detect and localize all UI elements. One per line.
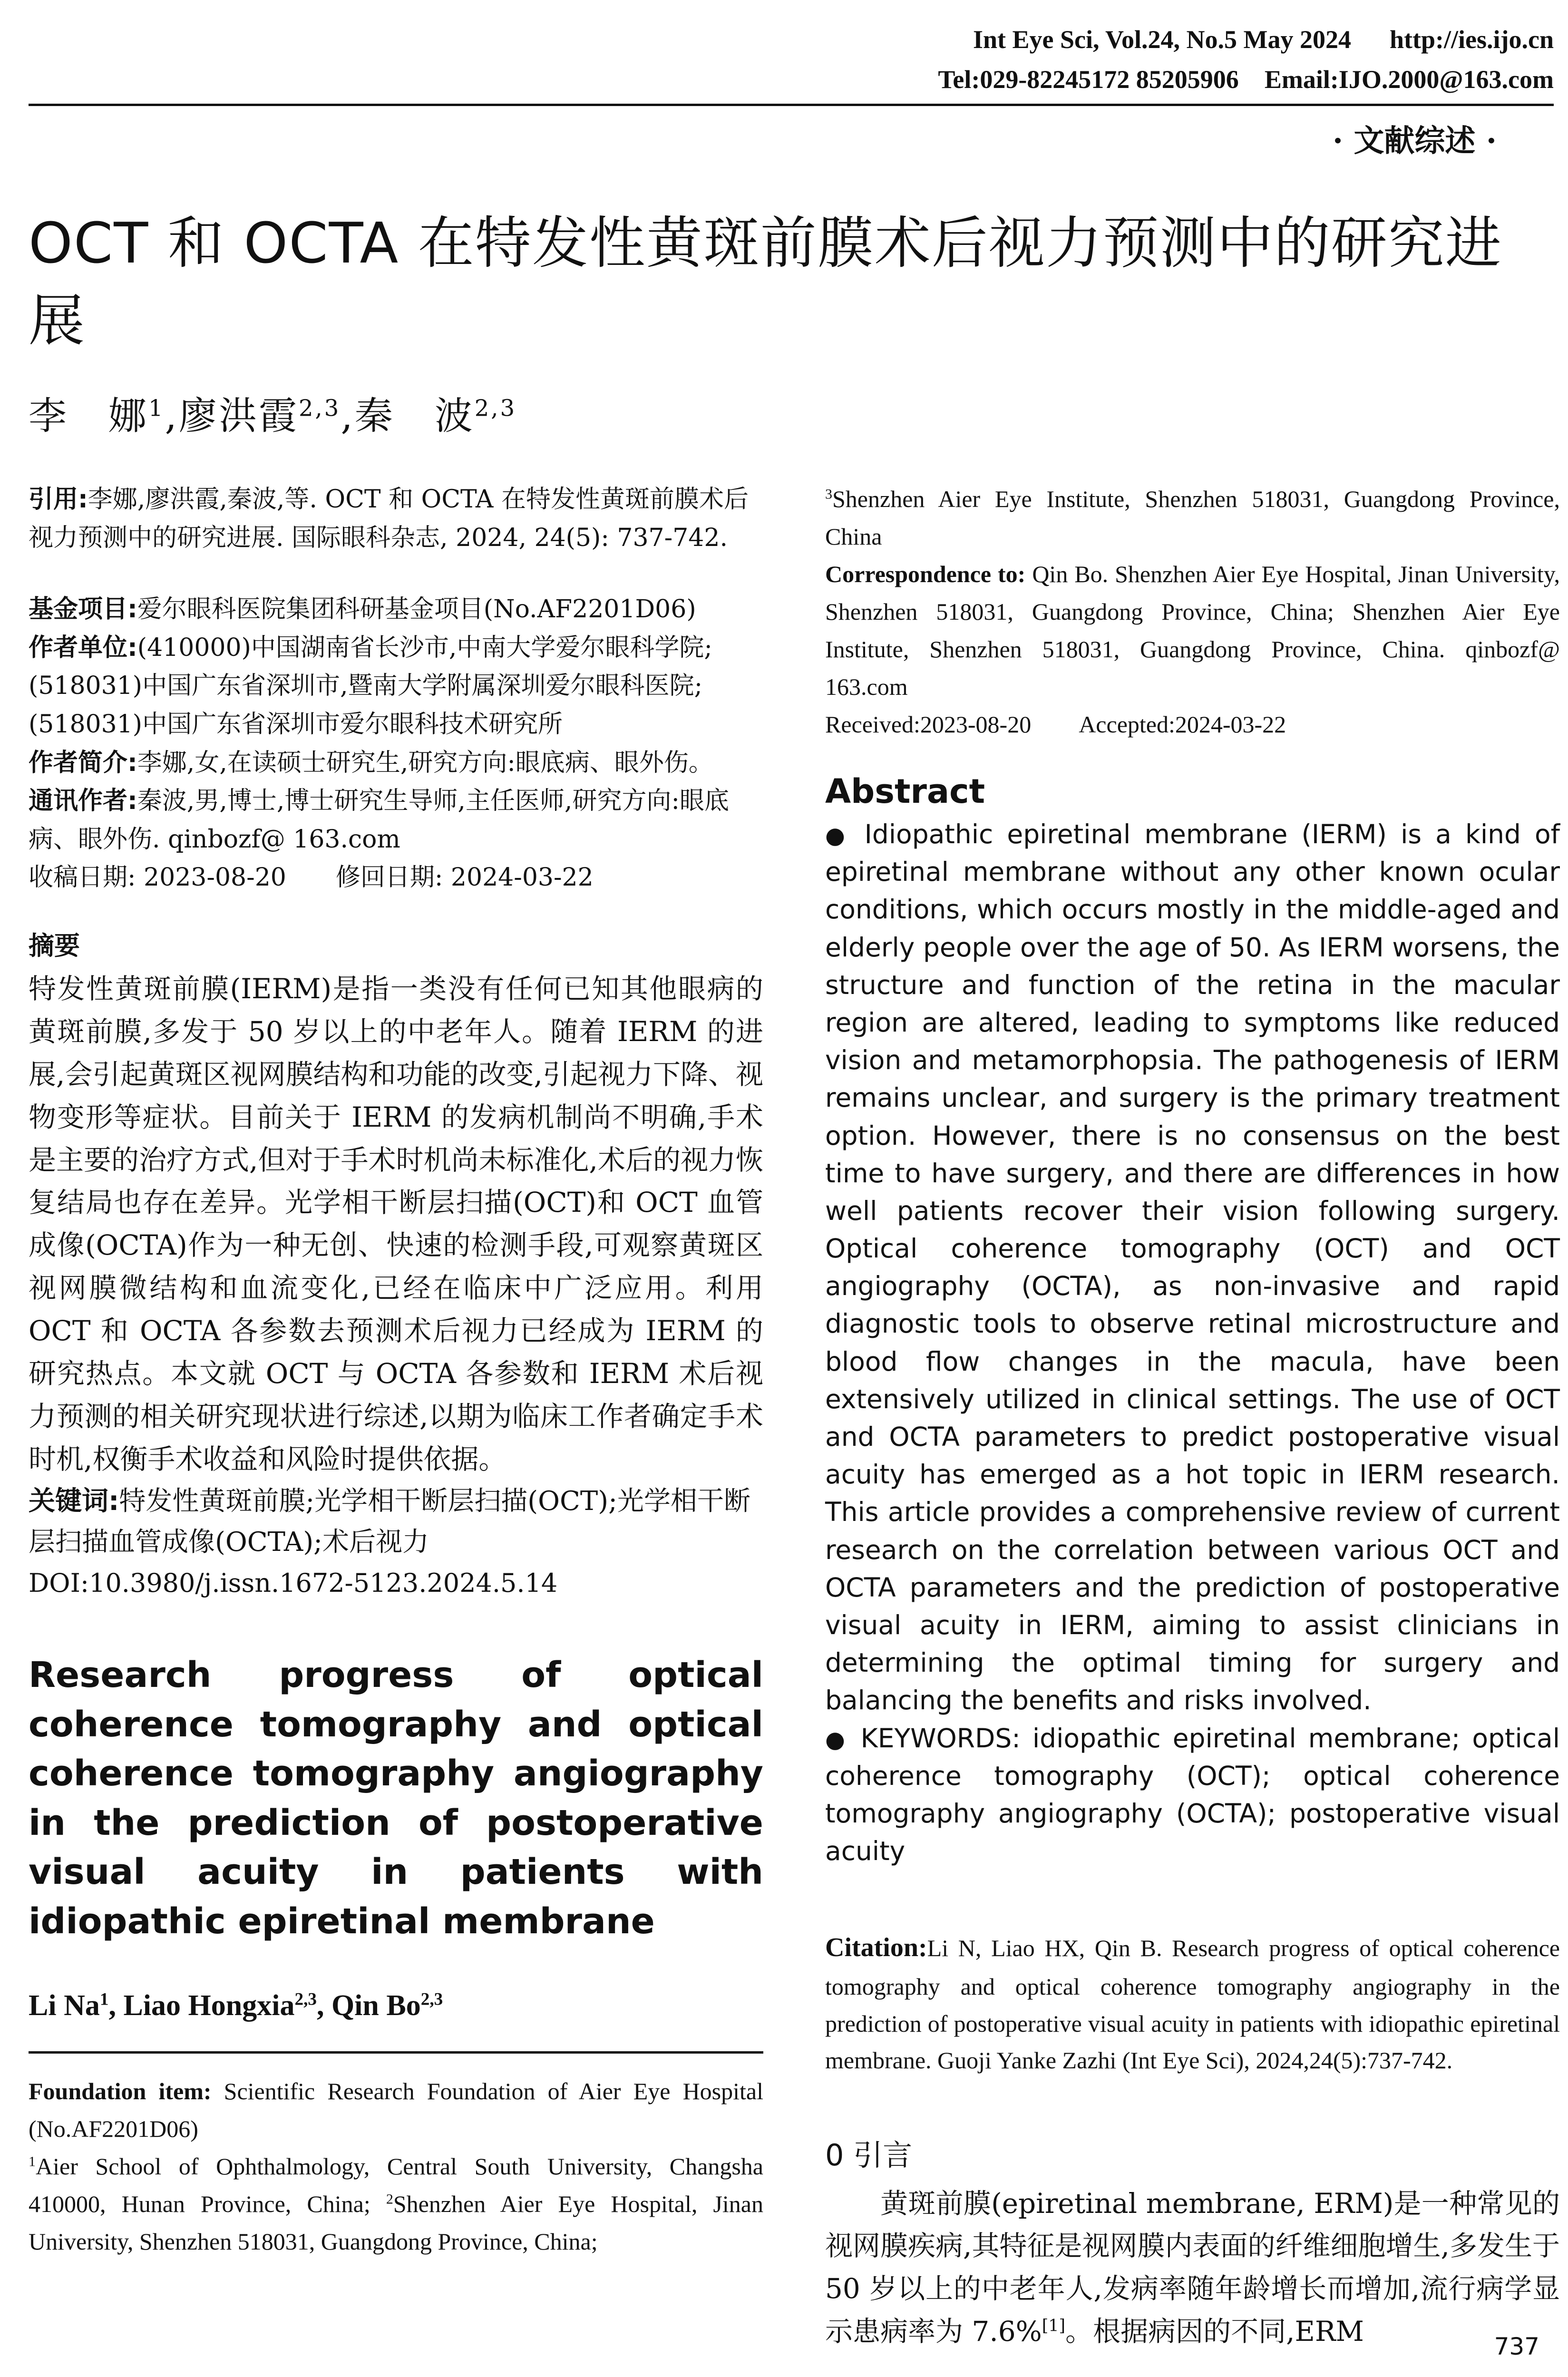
citation-cn-label: 引用: (29, 485, 88, 514)
abstract-en-text: Idiopathic epiretinal membrane (IERM) is a kind of epiretinal membrane without any other known ocular conditions, which occurs mostly in the middle-aged and elderly people over the age of 50. As IERM worsens, the structure and function of the retina in the macular region are altered, leading to symptoms like reduced vision and metamorphopsia. The pathogenesis of IERM remains unclear, and surgery is the primary treatment option. However, there is no consensus on the best time to have surgery, and there are differences in how well patients recover their vision following surgery. Optical coherence tomography (OCT) and OCT angiography (OCTA), as non-invasive and rapid diagnostic tools to observe retinal microstructure and blood flow changes in the macula, have been extensively utilized in clinical settings. The use of OCT and OCTA parameters to predict postoperative visual acuity has emerged as a hot topic in IERM research. This article provides a comprehensive review of current research on the correlation between various OCT and OCTA parameters and the prediction of postoperative visual acuity in IERM, aiming to assist clinicians in determining the optimal timing for surgery and balancing the benefits and risks involved. (825, 819, 1560, 1716)
author-3: 秦 波 (354, 394, 475, 438)
fund-cn-text: 爱尔眼科医院集团科研基金项目(No.AF2201D06) (137, 595, 696, 624)
citation-en-label: Citation: (825, 1933, 927, 1963)
citation-cn-text: 李娜,廖洪霞,秦波,等. OCT 和 OCTA 在特发性黄斑前膜术后视力预测中的研究进展. 国际眼科杂志, 2024, 24(5): 737-742. (29, 485, 749, 552)
keywords-cn (29, 1481, 763, 1564)
journal-tel: Tel:029-82245172 85205906 (938, 65, 1239, 94)
authors-rule (29, 2051, 763, 2054)
unit-cn (29, 629, 763, 744)
abstract-en (825, 816, 1560, 1720)
journal-email[interactable]: Email:IJO.2000@163.com (1264, 65, 1554, 94)
header-rule (29, 104, 1554, 106)
keywords-cn-label: 关键词: (29, 1485, 119, 1517)
running-header (29, 19, 1554, 109)
english-title: Research progress of optical coherence tomography and optical coherence tomography angiography in the prediction of postoperative visual acuity in patients with idiopathic epiretinal membrane (29, 1654, 763, 1942)
fund-cn (29, 590, 763, 629)
doi[interactable]: DOI:10.3980/j.issn.1672-5123.2024.5.14 (29, 1568, 558, 1598)
affiliation-en-2: Shenzhen Aier Eye Hospital, Jinan University, Shenzhen 518031, Guangdong Province, China; (29, 2191, 763, 2255)
citation-en (825, 1927, 1560, 2079)
keywords-en (825, 1720, 1560, 1870)
unit-cn-label: 作者单位: (29, 633, 137, 662)
corr-cn-label: 通讯作者: (29, 787, 137, 816)
intro-text-1: 黄斑前膜(epiretinal membrane, ERM)是一种常见的视网膜疾病,其特征是视网膜内表面的纤维细胞增生,多发生于 50 岁以上的中老年人,发病率随年龄增长而增加,流行病学显示患病率为 7.6% (825, 2187, 1560, 2348)
unit-cn-text: (410000)中国湖南省长沙市,中南大学爱尔眼科学院; (518031)中国广东省深圳市,暨南大学附属深圳爱尔眼科医院; (518031)中国广东省深圳市爱尔眼科技术研究所 (29, 633, 712, 739)
affiliation-en-3-para: $^3$Shenzhen Aier Eye Institute, Shenzhen 518031, Guangdong Province, China (825, 486, 1560, 550)
header-journal-line (973, 25, 1554, 54)
correspondence-en-label: Correspondence to: (825, 561, 1026, 587)
author-en-1: Li Na (29, 1989, 100, 2022)
left-column (29, 480, 763, 2260)
correspondence-en-text: Qin Bo. Shenzhen Aier Eye Hospital, Jinan University, Shenzhen 518031, Guangdong Province, China; Shenzhen Aier Eye Institute, Shenzhen 518031, Guangdong Province, China. qinbozf@ 163.com (825, 561, 1560, 700)
authors-en: Li Na$^1$, Liao Hongxia$^{2,3}$, Qin Bo$^{2,3}$ (29, 1989, 443, 2022)
foundation-en (29, 2073, 763, 2148)
author-en-1-sup: 1 (99, 1989, 109, 2009)
author-1-sup: 1 (148, 395, 165, 422)
bullet-icon: ● (825, 1726, 849, 1753)
author-3-sup: 2,3 (474, 395, 517, 422)
right-column (825, 480, 1560, 2353)
author-2: 廖洪霞 (178, 394, 299, 438)
keywords-en-text: KEYWORDS: idiopathic epiretinal membrane; optical coherence tomography (OCT); optical coherence tomography angiography (OCTA); postoperative visual acuity (825, 1723, 1560, 1867)
author-en-2-sup: 2,3 (294, 1989, 317, 2009)
bio-cn-label: 作者简介: (29, 748, 137, 777)
dates-cn: 收稿日期: 2023-08-20 修回日期: 2024-03-22 (29, 863, 594, 892)
received-accepted: Received:2023-08-20 Accepted:2024-03-22 (825, 711, 1286, 738)
affiliation-en-1: Aier School of Ophthalmology, Central South University, Changsha 410000, Hunan Province, China; (29, 2153, 763, 2218)
author-en-3-sup: 2,3 (420, 1989, 443, 2009)
corr-cn-text: 秦波,男,博士,博士研究生导师,主任医师,研究方向:眼底病、眼外伤. qinbozf@ 163.com (29, 787, 729, 854)
citation-cn (29, 480, 763, 557)
journal-citation: Int Eye Sci, Vol.24, No.5 May 2024 (973, 25, 1351, 54)
page-number: 737 (1494, 2333, 1539, 2360)
intro-ref[interactable]: [1] (1042, 2316, 1066, 2336)
corr-cn (29, 782, 763, 858)
author-2-sup: 2,3 (298, 395, 341, 422)
authors-cn: 李 娜$^1$,廖洪霞$^{2,3}$,秦 波$^{2,3}$ (29, 394, 517, 438)
section-label: · 文献综述 · (1332, 123, 1497, 159)
bio-cn (29, 744, 763, 782)
correspondence-en (825, 555, 1560, 706)
abstract-cn-text: 特发性黄斑前膜(IERM)是指一类没有任何已知其他眼病的黄斑前膜,多发于 50 岁以上的中老年人。随着 IERM 的进展,会引起黄斑区视网膜结构和功能的改变,引起视力下降、视物变形等症状。目前关于 IERM 的发病机制尚不明确,手术是主要的治疗方式,但对于手术时机尚未标准化,术后的视力恢复结局也存在差异。光学相干断层扫描(OCT)和 OCT 血管成像(OCTA)作为一种无创、快速的检测手段,可观察黄斑区视网膜微结构和血流变化,已经在临床中广泛应用。利用 OCT 和 OCTA 各参数去预测术后视力已经成为 IERM 的研究热点。本文就 OCT 与 OCTA 各参数和 IERM 术后视力预测的相关研究现状进行综述,以期为临床工作者确定手术时机,权衡手术收益和风险时提供依据。 (29, 972, 763, 1475)
abstract-cn-heading: 摘要 (29, 930, 80, 961)
bullet-icon: ● (825, 822, 851, 849)
keywords-cn-text: 特发性黄斑前膜;光学相干断层扫描(OCT);光学相干断层扫描血管成像(OCTA);术后视力 (29, 1485, 750, 1558)
affiliation-en-3: Shenzhen Aier Eye Institute, Shenzhen 518031, Guangdong Province, China (825, 486, 1560, 550)
author-1: 李 娜 (29, 394, 148, 438)
citation-en-text: Li N, Liao HX, Qin B. Research progress of optical coherence tomography and optical coherence tomography angiography in the prediction of postoperative visual acuity in patients with idiopathic epiretinal membrane. Guoji Yanke Zazhi (Int Eye Sci), 2024,24(5):737-742. (825, 1935, 1560, 2074)
foundation-en-text: Scientific Research Foundation of Aier Eye Hospital (No.AF2201D06) (29, 2078, 763, 2143)
abstract-en-heading: Abstract (825, 772, 985, 811)
intro-text-2: 。根据病因的不同,ERM (1065, 2315, 1364, 2348)
fund-cn-label: 基金项目: (29, 595, 137, 624)
paper-title: OCT 和 OCTA 在特发性黄斑前膜术后视力预测中的研究进展 (29, 210, 1502, 353)
foundation-en-label: Foundation item: (29, 2078, 212, 2105)
author-en-2: Liao Hongxia (123, 1989, 295, 2022)
affiliations-en: $^1$Aier School of Ophthalmology, Central South University, Changsha 410000, Hunan Province, China; $^2$Shenzhen Aier Eye Hospital, Jinan University, Shenzhen 518031, Guangdong Province, China; (29, 2153, 763, 2255)
journal-url[interactable]: http://ies.ijo.cn (1390, 25, 1554, 54)
author-en-3: Qin Bo (331, 1989, 421, 2022)
intro-body (825, 2182, 1560, 2354)
header-contact-line (938, 65, 1554, 94)
bio-cn-text: 李娜,女,在读硕士研究生,研究方向:眼底病、眼外伤。 (137, 748, 713, 777)
intro-heading: 0 引言 (825, 2137, 913, 2172)
